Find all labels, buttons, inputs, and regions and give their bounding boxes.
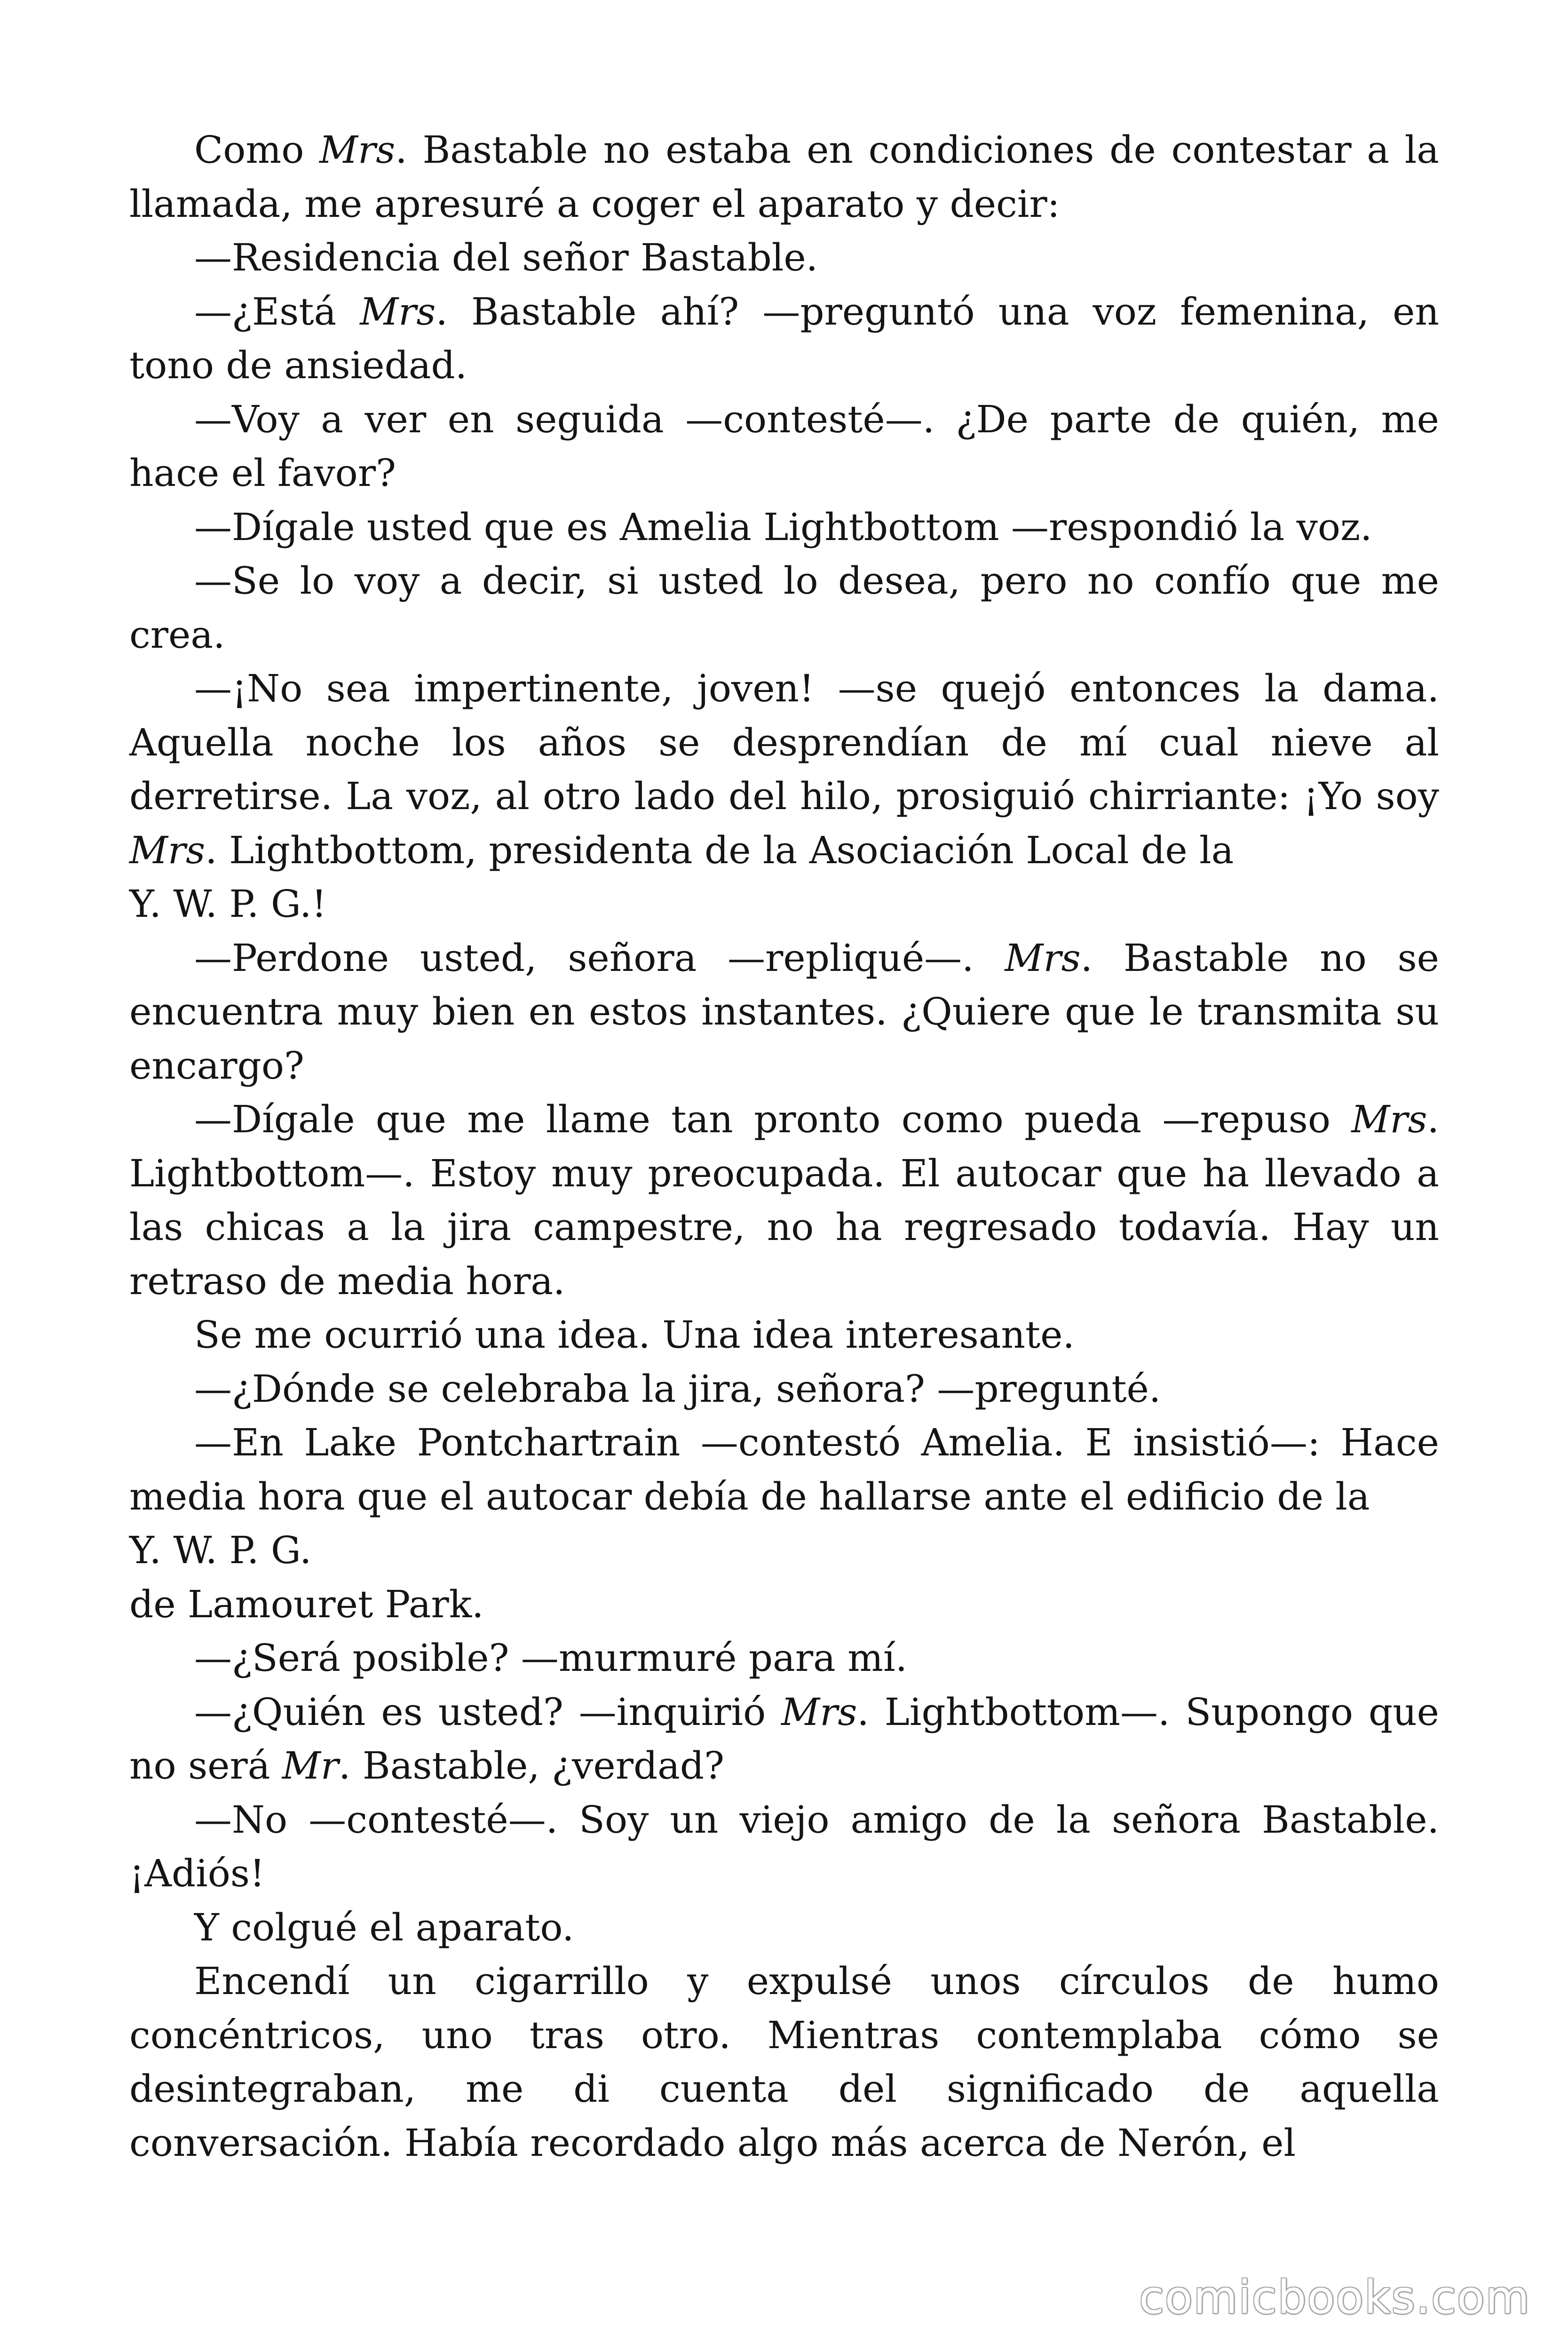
paragraph <box>129 1901 1439 1955</box>
text-fragment: —Residencia del señor Bastable. <box>194 236 818 279</box>
paragraph <box>129 1093 1439 1308</box>
paragraph <box>129 1578 1439 1632</box>
text-fragment: Se me ocurrió una idea. Una idea interesante. <box>194 1313 1075 1357</box>
paragraph <box>129 554 1439 662</box>
text-fragment: . Lightbottom—. Estoy muy preocupada. El autocar que ha llevado a las chicas a la jira campestre, no ha regresado todavía. Hay un retraso de media hora. <box>129 1097 1439 1303</box>
italic-text: Mrs <box>1005 936 1081 980</box>
text-fragment: —¿Dónde se celebraba la jira, señora? —pregunté. <box>194 1367 1161 1411</box>
watermark-logo: comicbooks.com <box>1139 2271 1530 2324</box>
text-fragment: Y. W. P. G.! <box>129 882 327 926</box>
text-fragment: Como <box>194 128 320 172</box>
text-fragment: de Lamouret Park. <box>129 1582 484 1626</box>
text-fragment: —En Lake Pontchartrain —contestó Amelia. E insistió—: Hace media hora que el autocar debía de hallarse ante el edificio de la <box>129 1421 1439 1518</box>
paragraph <box>129 501 1439 555</box>
text-fragment: —¿Quién es usted? —inquirió <box>194 1690 782 1734</box>
text-fragment: —No —contesté—. Soy un viejo amigo de la señora Bastable. ¡Adiós! <box>129 1797 1439 1895</box>
text-fragment: —¿Será posible? —murmuré para mí. <box>194 1636 908 1680</box>
paragraph <box>129 931 1439 1093</box>
paragraph <box>129 1416 1439 1524</box>
text-fragment: Y. W. P. G. <box>129 1528 312 1572</box>
page-body-text <box>129 123 1439 2170</box>
paragraph <box>129 1362 1439 1416</box>
text-fragment: —¿Está <box>194 289 360 334</box>
paragraph <box>129 1631 1439 1685</box>
text-fragment: —Dígale usted que es Amelia Lightbottom —respondió la voz. <box>194 505 1372 549</box>
text-fragment: . Bastable, ¿verdad? <box>339 1744 724 1788</box>
paragraph <box>129 231 1439 285</box>
paragraph <box>129 662 1439 877</box>
paragraph <box>129 1308 1439 1362</box>
text-fragment: —¡No sea impertinente, joven! —se quejó entonces la dama. Aquella noche los años se desprendían de mí cual nieve al derretirse. La voz, al otro lado del hilo, prosiguió chirriante: ¡Yo soy <box>129 667 1439 818</box>
paragraph <box>129 1793 1439 1901</box>
italic-text: Mrs <box>360 289 436 334</box>
text-fragment: . Lightbottom—. Supongo que no será <box>129 1690 1439 1788</box>
text-fragment: . Bastable no estaba en condiciones de contestar a la llamada, me apresuré a coger el aparato y decir: <box>129 128 1440 226</box>
paragraph <box>129 1955 1439 2170</box>
text-fragment: —Voy a ver en seguida —contesté—. ¿De parte de quién, me hace el favor? <box>129 397 1439 495</box>
paragraph <box>129 1524 1439 1578</box>
text-fragment: . Bastable ahí? —preguntó una voz femenina, en tono de ansiedad. <box>129 289 1439 387</box>
text-fragment: . Bastable no se encuentra muy bien en estos instantes. ¿Quiere que le transmita su encargo? <box>129 936 1440 1088</box>
paragraph <box>129 393 1439 501</box>
paragraph <box>129 877 1439 931</box>
italic-text: Mrs <box>129 828 206 872</box>
text-fragment: —Se lo voy a decir, si usted lo desea, pero no confío que me crea. <box>129 559 1439 657</box>
text-fragment: Encendí un cigarrillo y expulsé unos círculos de humo concéntricos, uno tras otro. Mientras contemplaba cómo se desintegraban, me di cuenta del significado de aquella conversación. Había recordado algo más acerca de Nerón, el <box>129 1959 1439 2165</box>
paragraph <box>129 123 1439 231</box>
italic-text: Mrs <box>781 1690 857 1734</box>
paragraph <box>129 1685 1439 1793</box>
italic-text: Mr <box>282 1744 339 1788</box>
italic-text: Mrs <box>1351 1097 1427 1141</box>
text-fragment: . Lightbottom, presidenta de la Asociación Local de la <box>205 828 1234 872</box>
text-fragment: Y colgué el aparato. <box>194 1905 574 1949</box>
text-fragment: —Perdone usted, señora —repliqué—. <box>194 936 1005 980</box>
text-fragment: —Dígale que me llame tan pronto como pueda —repuso <box>194 1097 1352 1141</box>
italic-text: Mrs <box>319 128 396 172</box>
paragraph <box>129 285 1439 393</box>
